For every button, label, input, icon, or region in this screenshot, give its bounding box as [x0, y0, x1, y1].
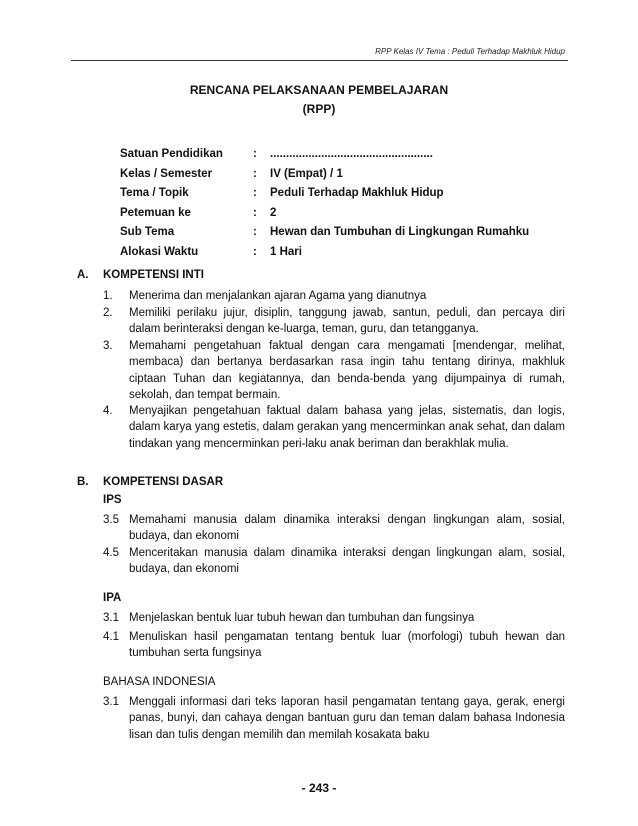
list-item — [103, 694, 565, 743]
identity-value: Hewan dan Tumbuhan di Lingkungan Rumahku — [270, 226, 530, 238]
section-title: KOMPETENSI DASAR — [103, 476, 224, 488]
identity-value: 1 Hari — [270, 245, 302, 258]
item-number: 4.1 — [103, 631, 119, 643]
list-item — [103, 629, 565, 662]
list-item — [103, 288, 565, 304]
item-text: Menggali informasi dari teks laporan hasil pengamatan tentang gaya, gerak, energi panas, bunyi, dan cahaya dengan bantuan guru dan teman dalam bahasa Indonesia lisan dan tulis dengan memilih dan memilah kosakata baku — [129, 696, 565, 741]
identity-label: Kelas / Semester — [120, 167, 213, 180]
item-number: 3.1 — [103, 612, 119, 624]
subject-heading-ips: IPS — [103, 494, 122, 506]
list-item — [103, 403, 565, 452]
identity-value: 2 — [270, 206, 277, 219]
item-number: 2. — [103, 307, 113, 319]
item-text: Memahami pengetahuan faktual dengan cara mengamati [mendengar, melihat, membaca) dan bertanya berdasarkan rasa ingin tahu tentang dirinya, makhluk ciptaan Tuhan dan kegiatannya, dan benda-benda yang dijumpainya di rumah, sekolah, dan tempat bermain. — [129, 340, 565, 401]
identity-row — [120, 207, 529, 227]
title-line-2: (RPP) — [302, 102, 336, 116]
item-number: 4. — [103, 405, 113, 417]
item-number: 3.5 — [103, 514, 119, 526]
list-item — [103, 338, 565, 403]
subject-heading-ipa: IPA — [103, 592, 122, 604]
identity-label: Alokasi Waktu — [120, 245, 199, 258]
identity-row — [120, 168, 529, 188]
item-number: 4.5 — [103, 547, 119, 559]
identity-separator: : — [253, 226, 257, 238]
title-line-1: RENCANA PELAKSANAAN PEMBELAJARAN — [189, 83, 449, 97]
section-letter: B. — [77, 476, 89, 488]
item-number: 1. — [103, 290, 113, 302]
identity-value: ................................................... — [270, 148, 433, 160]
identity-row — [120, 187, 529, 207]
item-text: Memahami manusia dalam dinamika interaksi dengan lingkungan alam, sosial, budaya, dan ekonomi — [129, 514, 565, 543]
identity-value: IV (Empat) / 1 — [270, 167, 343, 180]
running-header: RPP Kelas IV Tema : Peduli Terhadap Makhluk Hidup — [375, 47, 565, 56]
item-text: Menceritakan manusia dalam dinamika interaksi dengan lingkungan alam, sosial, budaya, dan ekonomi — [129, 547, 565, 576]
identity-separator: : — [253, 245, 257, 258]
section-b-heading — [77, 476, 223, 494]
identity-label: Tema / Topik — [120, 187, 189, 199]
identity-label: Satuan Pendidikan — [120, 148, 223, 160]
section-letter: A. — [77, 269, 89, 281]
identity-row — [120, 246, 529, 266]
item-text: Memiliki perilaku jujur, disiplin, tanggung jawab, santun, peduli, dan percaya diri dalam berinteraksi dengan ke-luarga, teman, guru, dan tetangganya. — [129, 307, 565, 336]
identity-label: Petemuan ke — [120, 206, 191, 219]
identity-value: Peduli Terhadap Makhluk Hidup — [270, 187, 444, 199]
list-item — [103, 305, 565, 338]
subject-heading-bahasa: BAHASA INDONESIA — [103, 676, 216, 688]
list-item — [103, 545, 565, 578]
item-number: 3. — [103, 340, 113, 352]
section-a-heading — [77, 269, 204, 287]
item-text: Menuliskan hasil pengamatan tentang bentuk luar (morfologi) tubuh hewan dan tumbuhan serta fungsinya — [129, 631, 565, 660]
identity-label: Sub Tema — [120, 226, 175, 238]
list-item — [103, 610, 565, 626]
document-title — [0, 81, 638, 119]
page-number: - 243 - — [301, 781, 337, 795]
item-text: Menyajikan pengetahuan faktual dalam bahasa yang jelas, sistematis, dan logis, dalam karya yang estetis, dalam gerakan yang mencerminkan anak sehat, dan dalam tindakan yang mencerminkan peri-laku anak beriman dan berakhlak mulia. — [129, 405, 565, 450]
identity-row — [120, 148, 529, 168]
item-text: Menjelaskan bentuk luar tubuh hewan dan tumbuhan dan fungsinya — [129, 612, 475, 624]
item-number: 3.1 — [103, 696, 119, 708]
identity-separator: : — [253, 167, 257, 180]
list-item — [103, 512, 565, 545]
identity-separator: : — [253, 148, 257, 160]
header-rule — [71, 60, 568, 61]
item-text: Menerima dan menjalankan ajaran Agama yang dianutnya — [129, 290, 427, 302]
section-title: KOMPETENSI INTI — [103, 269, 204, 281]
identity-table — [120, 148, 529, 265]
identity-separator: : — [253, 206, 257, 219]
identity-row — [120, 226, 529, 246]
identity-separator: : — [253, 187, 257, 199]
